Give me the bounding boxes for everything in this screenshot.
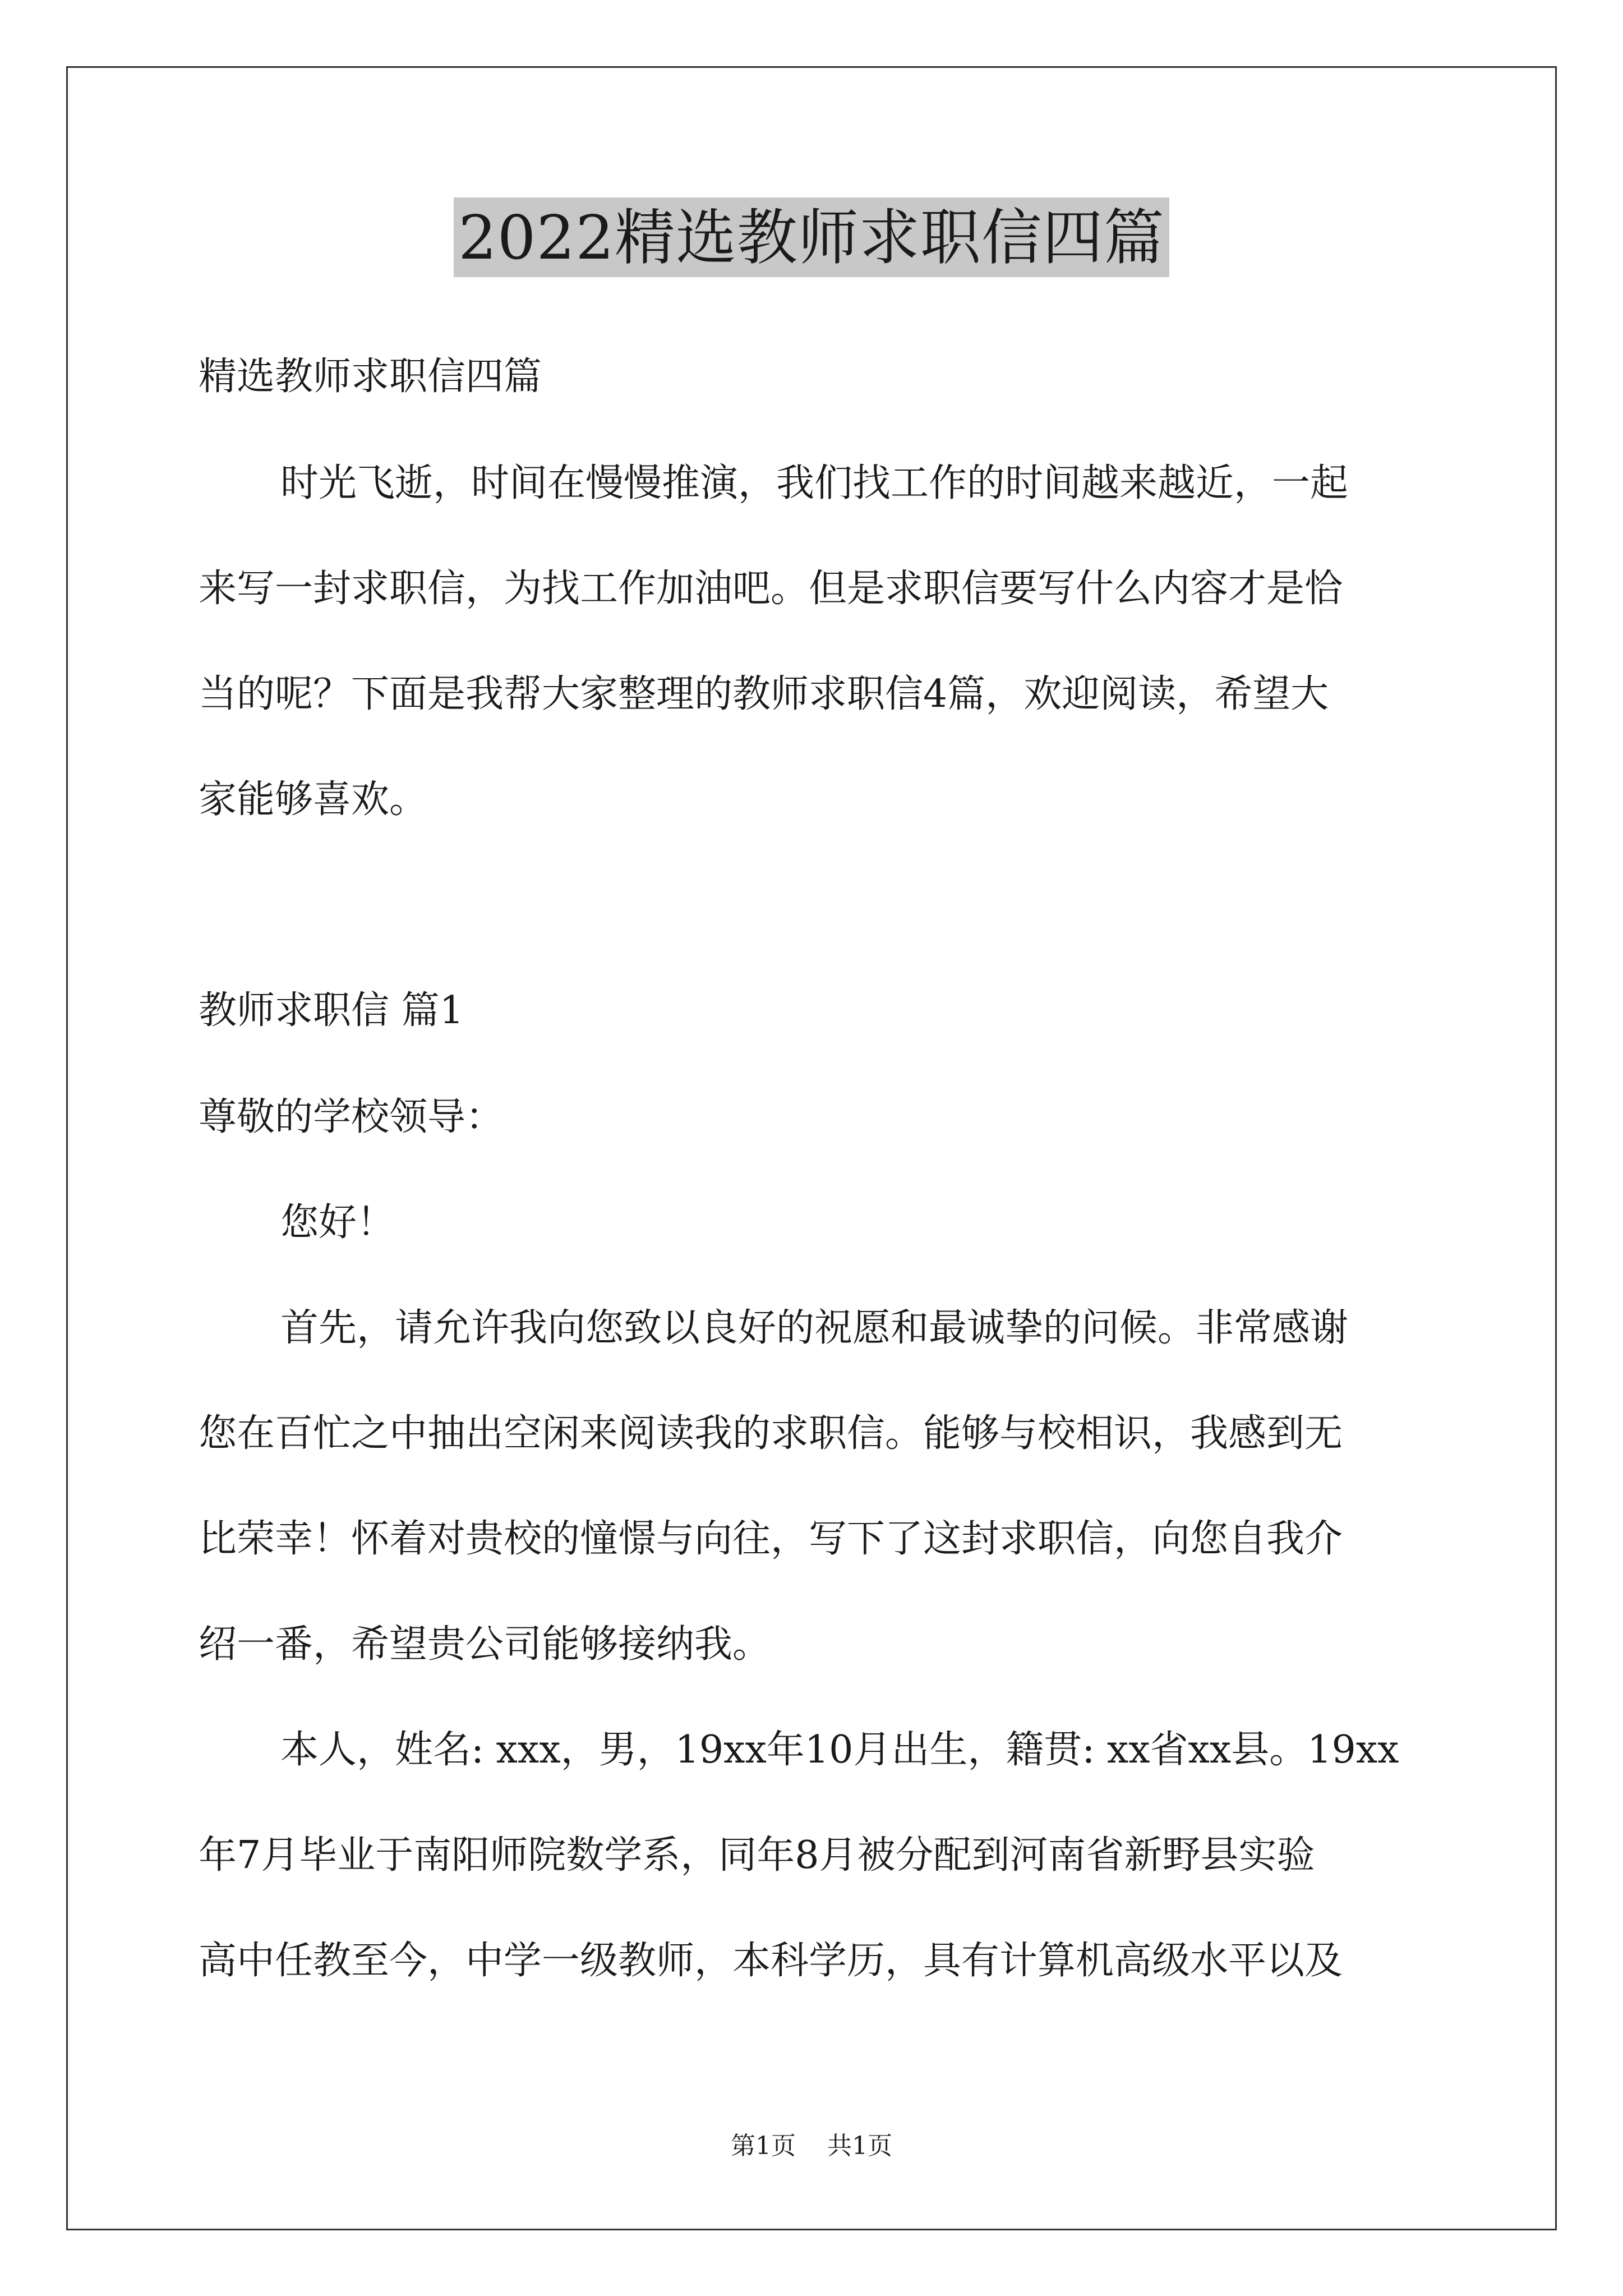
paragraph1-line-1: 首先，请允许我向您致以良好的祝愿和最诚挚的问候。非常感谢 [280,1306,1349,1350]
paragraph1-line-3: 比荣幸！怀着对贵校的憧憬与向往，写下了这封求职信，向您自我介 [199,1517,1343,1561]
intro-line-4: 家能够喜欢。 [199,777,428,822]
intro-line-2: 来写一封求职信，为找工作加油吧。但是求职信要写什么内容才是恰 [199,567,1343,611]
page-total: 共1页 [827,2132,892,2160]
section-heading: 教师求职信 篇1 [199,988,464,1033]
intro-line-1: 时光飞逝，时间在慢慢推演，我们找工作的时间越来越近，一起 [280,461,1349,505]
intro-line-3: 当的呢？下面是我帮大家整理的教师求职信4篇，欢迎阅读，希望大 [199,672,1329,716]
paragraph2-line-3: 高中任教至今，中学一级教师，本科学历，具有计算机高级水平以及 [199,1939,1343,1983]
paragraph1-line-4: 绍一番，希望贵公司能够接纳我。 [199,1622,771,1667]
page-footer [0,2131,1623,2162]
greeting: 您好！ [280,1200,395,1245]
title-wrap [0,197,1623,277]
paragraph2-line-1: 本人，姓名: xxx，男，19xx年10月出生，籍贯: xx省xx县。19xx [280,1728,1399,1772]
document-title: 2022精选教师求职信四篇 [454,197,1169,277]
paragraph2-line-2: 年7月毕业于南阳师院数学系，同年8月被分配到河南省新野县实验 [199,1833,1315,1878]
paragraph1-line-2: 您在百忙之中抽出空闲来阅读我的求职信。能够与校相识，我感到无 [199,1411,1343,1456]
document-subtitle: 精选教师求职信四篇 [199,355,542,399]
salutation: 尊敬的学校领导： [199,1095,504,1139]
page-number: 第1页 [731,2132,796,2160]
